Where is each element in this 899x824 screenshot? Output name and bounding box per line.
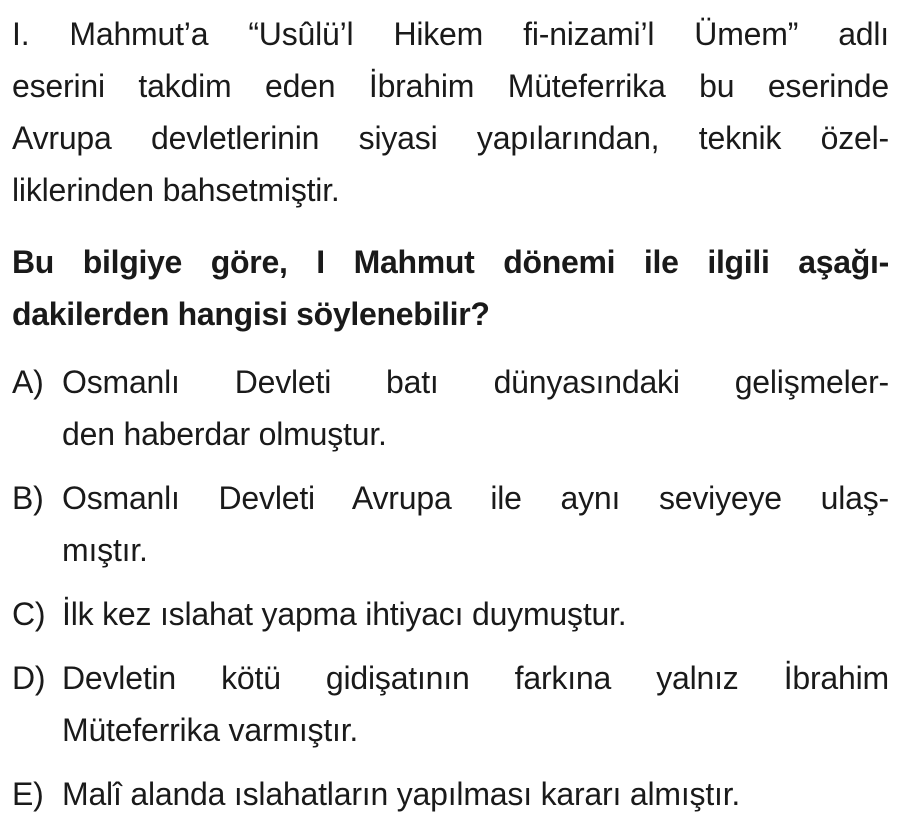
option-b-text [62,472,889,576]
option-a-line-1: Osmanlı Devleti batı dünyasındaki gelişmeler- [62,364,889,400]
option-c-label: C) [12,596,46,632]
option-e [12,768,889,820]
option-a-line-2: den haberdar olmuştur. [62,416,387,452]
option-c [12,588,889,640]
intro-line-1: I. Mahmut’a “Usûlü’l Hikem fi-nizami’l Ümem” adlı [12,16,889,52]
question-intro-paragraph [12,8,889,216]
question-stem [12,236,889,340]
option-d-label: D) [12,660,46,696]
stem-line-1: Bu bilgiye göre, I Mahmut dönemi ile ilgili aşağı- [12,244,889,280]
option-b [12,472,889,576]
option-e-text [62,768,889,820]
stem-line-2: dakilerden hangisi söylenebilir? [12,296,490,332]
option-b-line-1: Osmanlı Devleti Avrupa ile aynı seviyeye ulaş- [62,480,889,516]
option-b-line-2: mıştır. [62,532,148,568]
option-d-line-1: Devletin kötü gidişatının farkına yalnız İbrahim [62,660,889,696]
option-a-text [62,356,889,460]
intro-line-3: Avrupa devletlerinin siyasi yapılarından, teknik özel- [12,120,889,156]
option-d-text [62,652,889,756]
option-c-text [62,588,889,640]
intro-line-2: eserini takdim eden İbrahim Müteferrika bu eserinde [12,68,889,104]
option-a-label: A) [12,364,44,400]
option-e-label: E) [12,776,44,812]
option-d-line-2: Müteferrika varmıştır. [62,712,359,748]
option-b-label: B) [12,480,44,516]
option-c-line-1: İlk kez ıslahat yapma ihtiyacı duymuştur. [62,596,627,632]
option-d [12,652,889,756]
option-e-line-1: Malî alanda ıslahatların yapılması kararı almıştır. [62,776,741,812]
option-a [12,356,889,460]
intro-line-4: liklerinden bahsetmiştir. [12,172,340,208]
